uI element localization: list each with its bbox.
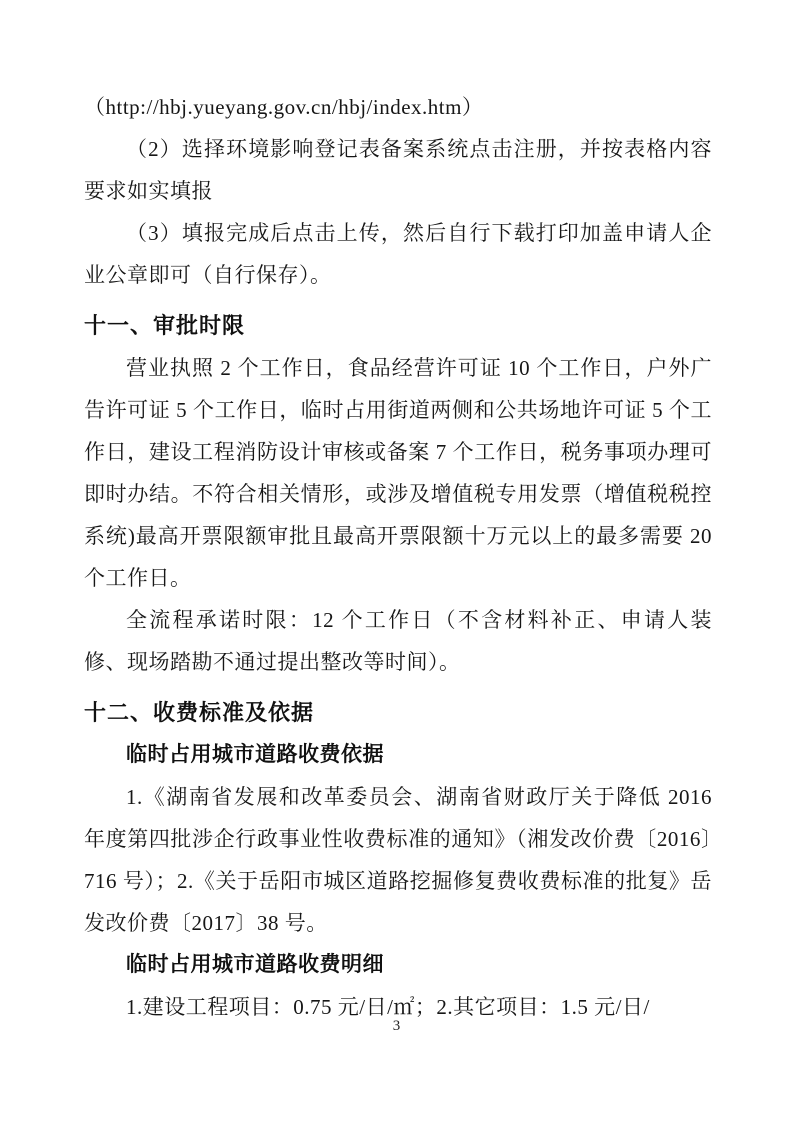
paragraph-step-2: （2）选择环境影响登记表备案系统点击注册，并按表格内容要求如实填报: [84, 137, 712, 203]
heading-section-12-fee-standards: 十二、收费标准及依据: [84, 700, 315, 725]
paragraph-url-continuation: （http://hbj.yueyang.gov.cn/hbj/index.htm）: [84, 95, 484, 119]
paragraph-approval-times: 营业执照 2 个工作日，食品经营许可证 10 个工作日，户外广告许可证 5 个工作日，临时占用街道两侧和公共场地许可证 5 个工作日，建设工程消防设计审核或备案 7 个工作日，税务事项办理可即时办结。不符合相关情形，或涉及增值税专用发票（增值税税控系统)最高开票限额审批且最高开票限额十万元以上的最多需要 20 个工作日。: [84, 356, 712, 590]
paragraph-fee-basis-documents: 1.《湖南省发展和改革委员会、湖南省财政厅关于降低 2016 年度第四批涉企行政事业性收费标准的通知》（湘发改价费〔2016〕716 号）；2.《关于岳阳市城区道路挖掘修复费收费标准的批复》岳发改价费〔2017〕38 号。: [84, 785, 712, 935]
document-body: [84, 86, 712, 1028]
subheading-road-fee-detail: 临时占用城市道路收费明细: [126, 953, 384, 976]
page-number: 3: [392, 1018, 401, 1034]
heading-section-11-approval-time-limit: 十一、审批时限: [84, 313, 246, 338]
subheading-road-fee-basis: 临时占用城市道路收费依据: [126, 743, 384, 766]
paragraph-fee-detail-rates: 1.建设工程项目：0.75 元/日/㎡；2.其它项目：1.5 元/日/: [126, 995, 650, 1019]
paragraph-step-3: （3）填报完成后点击上传，然后自行下载打印加盖申请人企业公章即可（自行保存）。: [84, 221, 712, 287]
paragraph-promise-time: 全流程承诺时限：12 个工作日（不含材料补正、申请人装修、现场踏勘不通过提出整改等时间）。: [84, 608, 712, 674]
